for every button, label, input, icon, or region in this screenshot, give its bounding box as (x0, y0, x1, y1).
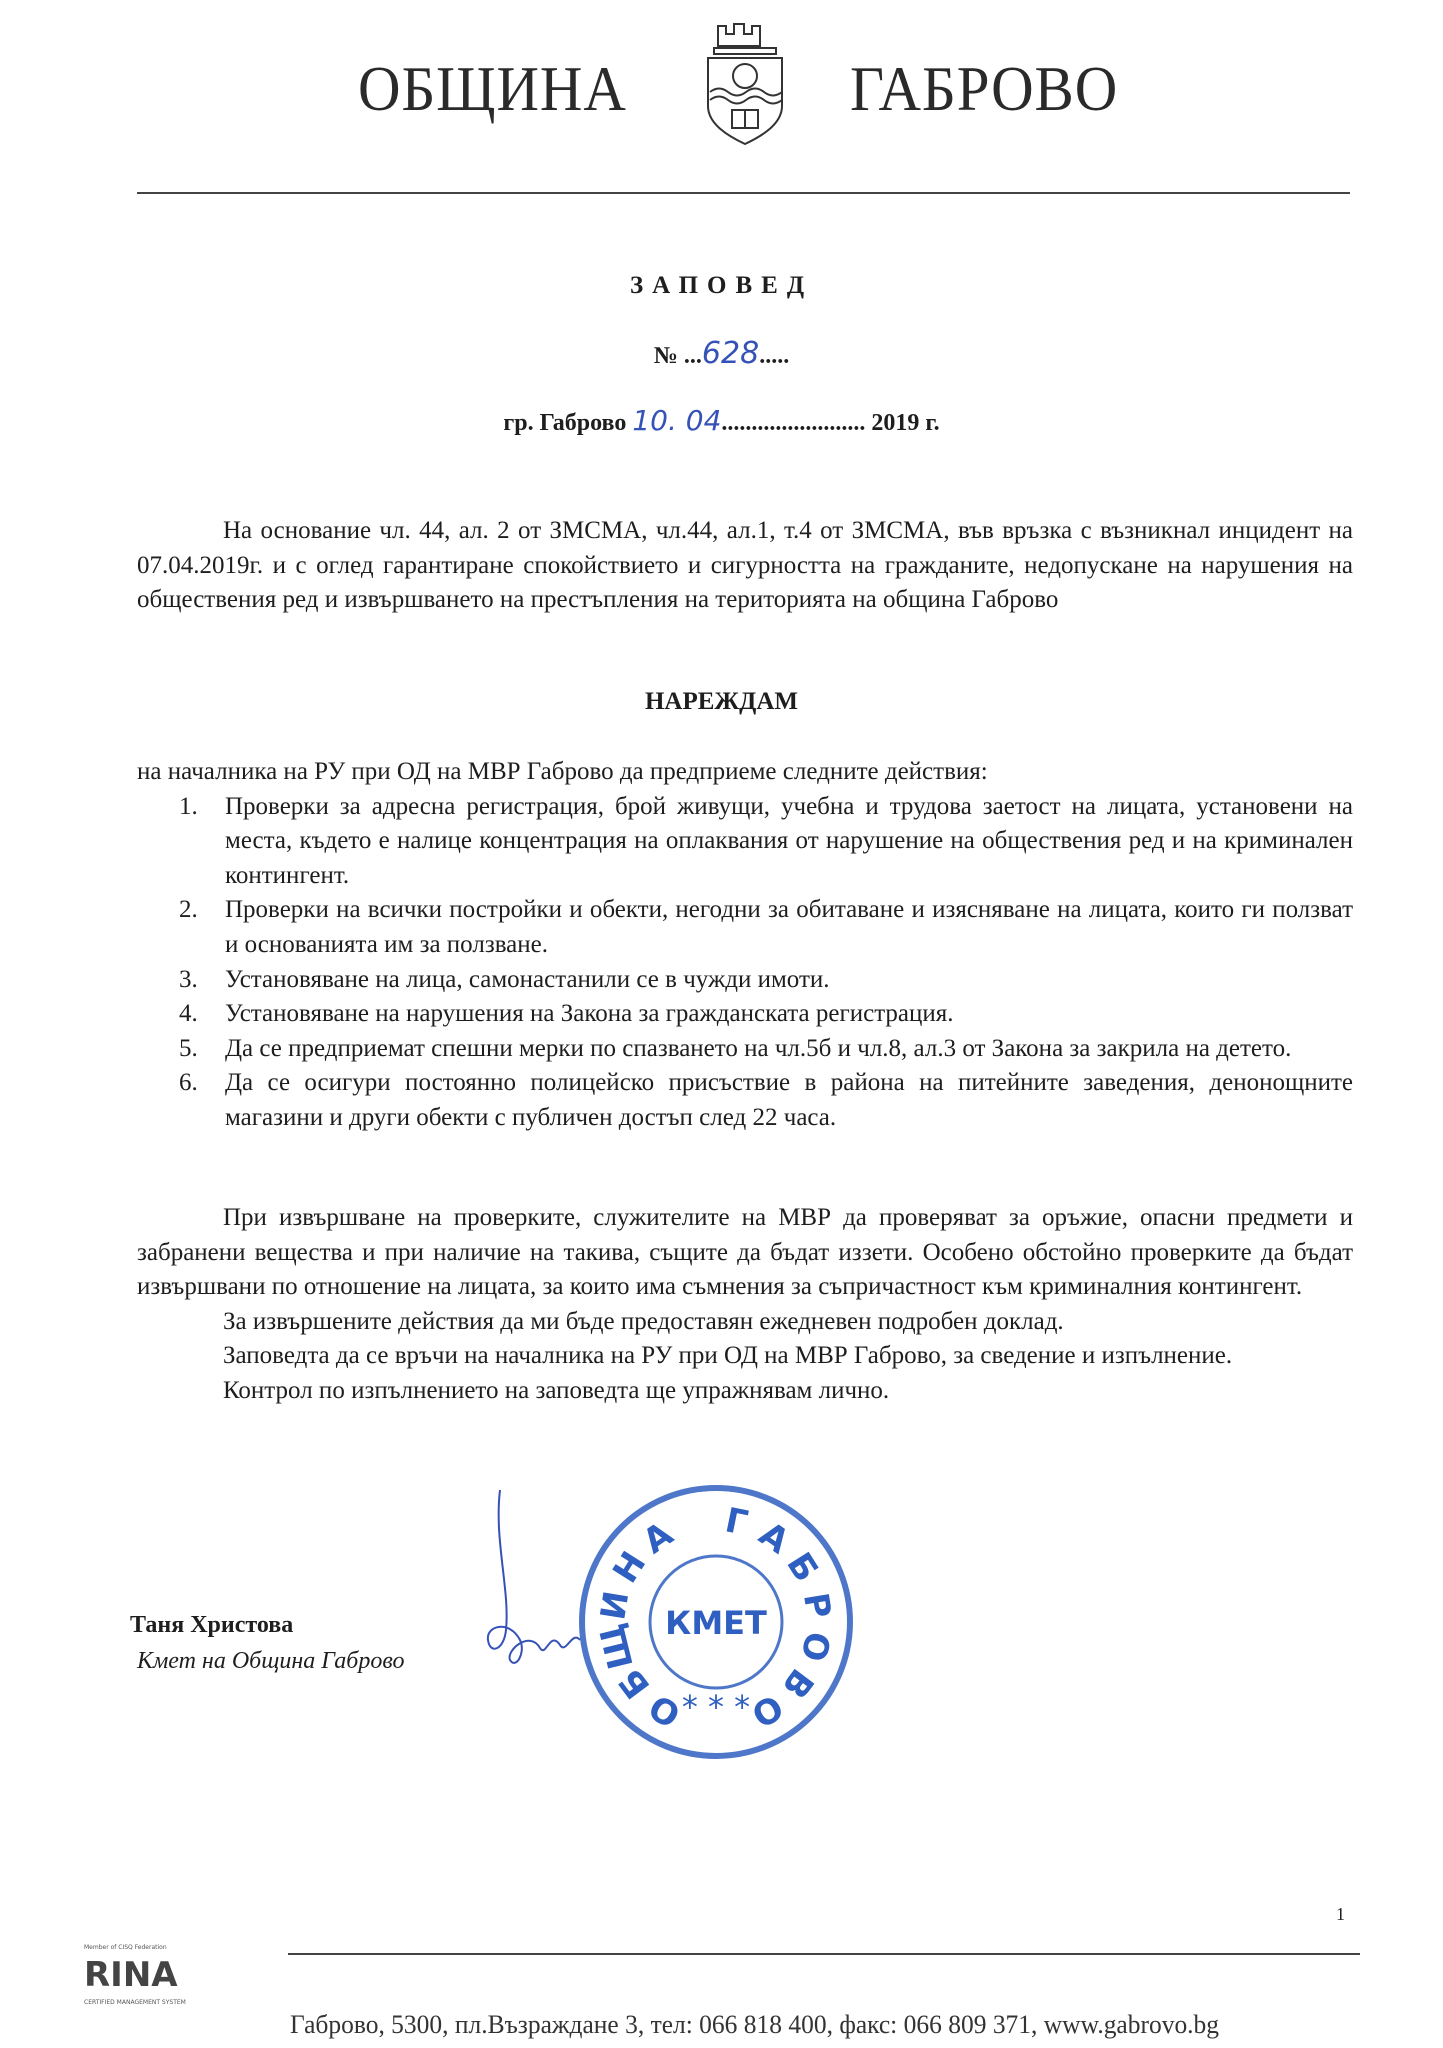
footer-address: Габрово, 5300, пл.Възраждане 3, тел: 066 818 400, факс: 066 809 371, www.gabrovo.bg (290, 2010, 1220, 2039)
stamp-stars: * * * (681, 1688, 751, 1726)
dots: ... (683, 343, 702, 369)
order-number: 628 (701, 336, 760, 371)
item-text: Да се осигури постоянно полицейско присъствие в района на питейните заведения, денонощните магазини и други обекти с публичен достъп след 22 часа. (225, 1069, 1353, 1131)
list-item (137, 1032, 1353, 1067)
stamp-ring-letter: Г (721, 1500, 752, 1544)
header-divider (137, 192, 1350, 194)
stamp-ring-letter: О (744, 1685, 790, 1735)
coat-of-arms-icon (700, 18, 790, 146)
stamp-ring-letter: В (773, 1660, 822, 1706)
item-number: 4. (179, 1000, 198, 1028)
item-text: Да се предприемат спешни мерки по спазването на чл.5б и чл.8, ал.3 от Закона за закрила на детето. (225, 1034, 1292, 1062)
stamp-ring-letter: Б (778, 1545, 827, 1590)
page-number: 1 (1336, 1904, 1345, 1924)
ordering-heading: НАРЕЖДАМ (644, 688, 798, 715)
actions-list (137, 790, 1353, 1136)
closing-paragraph: Контрол по изпълнението на заповедта ще упражнявам лично. (223, 1376, 890, 1404)
order-number-line (0, 336, 1443, 371)
footer-divider (288, 1953, 1360, 1955)
stamp-ring-letter: О (642, 1685, 688, 1735)
stamp-ring-letter: О (792, 1627, 838, 1666)
item-text: Проверки за адресна регистрация, брой живущи, учебна и трудова заетост на лицата, установени на места, където е налице концентрация на оплаквания от нарушение на обществения ред и на криминален контингент. (225, 792, 1353, 889)
order-body (137, 755, 1353, 1136)
header-left-text: ОБЩИНА (358, 53, 627, 124)
closing-paragraph: Заповедта да се връчи на началника на РУ при ОД на МВР Габрово, за сведение и изпълнение. (223, 1342, 1233, 1370)
stamp-ring-letter: А (751, 1514, 797, 1563)
dots: ..... (759, 343, 790, 369)
logo-bottom-text: CERTIFIED MANAGEMENT SYSTEM (84, 1999, 186, 2006)
item-number: 2. (179, 896, 198, 924)
list-item (137, 963, 1353, 998)
item-text: Проверки на всички постройки и обекти, негодни за обитаване и изясняване на лицата, които ги ползват и основанията им за ползване. (225, 896, 1353, 958)
year: 2019 г. (871, 410, 940, 436)
stamp-center-text: КМЕТ (665, 1604, 767, 1642)
addressee-line: на началника на РУ при ОД на МВР Габрово да предприеме следните действия: (137, 758, 988, 785)
stamp-ring-letter: А (635, 1514, 681, 1563)
logo-top-text: Member of CISQ Federation (84, 1944, 167, 1951)
stamp-ring-letter: Б (610, 1660, 659, 1706)
official-stamp (576, 1482, 856, 1762)
stamp-ring-letter: Щ (592, 1619, 642, 1674)
closing-paragraph: За извършените действия да ми бъде предоставян ежедневен подробен доклад. (223, 1307, 1064, 1335)
number-prefix: № (653, 343, 678, 369)
document-title: ЗАПОВЕД (629, 272, 814, 299)
preamble-paragraph: На основание чл. 44, ал. 2 от ЗМСМА, чл.44, ал.1, т.4 от ЗМСМА, във връзка с възникнал инцидент на 07.04.2019г. и с оглед гарантиране спокойствието и сигурността на гражданите, недопускане на нарушения на обществения ред и извършването на престъпления на територията на община Габрово (137, 517, 1353, 614)
item-number: 6. (179, 1069, 198, 1097)
item-text: Установяване на лица, самонастанили се в чужди имоти. (225, 965, 830, 993)
item-text: Установяване на нарушения на Закона за гражданската регистрация. (225, 1000, 954, 1028)
closing-paragraphs (137, 1201, 1353, 1409)
signatory-name: Таня Христова (130, 1612, 294, 1638)
list-item (137, 1066, 1353, 1135)
closing-paragraph: При извършване на проверките, служителите на МВР да проверяват за оръжие, опасни предмети и забранени вещества и при наличие на такива, същите да бъдат иззети. Особено обстойно проверките да бъдат извършвани по отношение на лицата, за които има съмнения за съпричастност към криминалния контингент. (137, 1204, 1353, 1301)
list-item (137, 893, 1353, 962)
stamp-ring-letter: Р (794, 1590, 839, 1622)
stamp-ring-letter: Н (605, 1544, 655, 1591)
item-number: 5. (179, 1034, 198, 1062)
dots: ........................ (721, 410, 866, 436)
list-item (137, 790, 1353, 894)
city: гр. Габрово (503, 410, 627, 436)
item-number: 1. (179, 792, 198, 820)
rina-logo (84, 1944, 214, 2006)
header-right-text: ГАБРОВО (850, 53, 1119, 124)
logo-brand: RINA (84, 1955, 178, 1995)
order-date: 10. 04 (632, 404, 722, 437)
list-item (137, 997, 1353, 1032)
signatory-position: Кмет на Община Габрово (137, 1648, 405, 1674)
stamp-ring-letter: И (593, 1588, 638, 1623)
date-line (0, 404, 1443, 437)
item-number: 3. (179, 965, 198, 993)
